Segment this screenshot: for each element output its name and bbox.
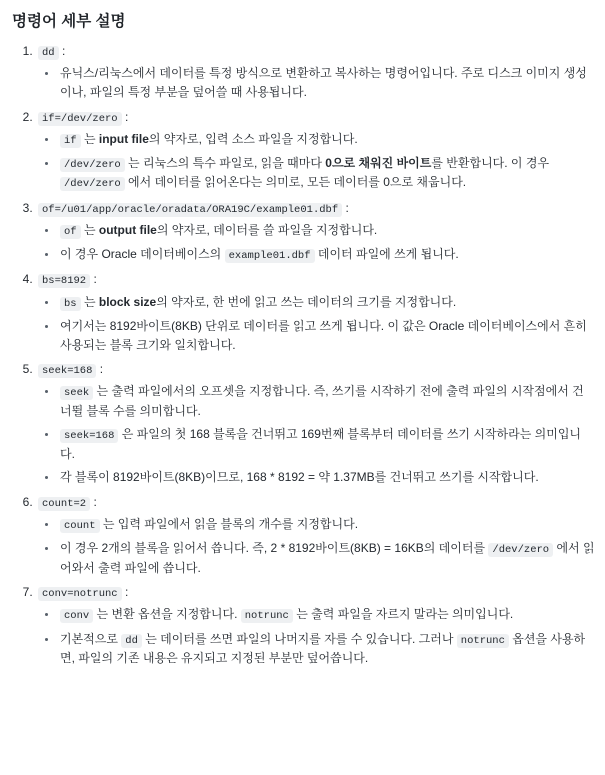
list-item <box>58 317 595 354</box>
option-heading-suffix: : <box>121 585 129 600</box>
body-text: 는 출력 파일을 자르지 말라는 의미입니다. <box>292 607 514 622</box>
option-code: bs=8192 <box>38 274 90 288</box>
page-title: 명령어 세부 설명 <box>12 13 126 30</box>
list-item <box>58 154 595 193</box>
option-code: if=/dev/zero <box>38 112 122 126</box>
inline-code: dd <box>121 634 142 648</box>
list-item <box>36 108 595 193</box>
option-detail-list <box>38 293 595 354</box>
option-detail-list <box>38 382 595 486</box>
list-item <box>58 539 595 577</box>
body-text: 는 입력 파일에서 읽을 블록의 개수를 지정합니다. <box>99 517 359 532</box>
body-text: 는 변환 옵션을 지정합니다. <box>93 607 241 622</box>
emphasis-text: output file <box>98 222 157 237</box>
inline-code: bs <box>60 297 81 311</box>
list-item <box>36 493 595 577</box>
list-item <box>36 270 595 354</box>
list-item <box>58 605 595 624</box>
list-item <box>58 425 595 463</box>
option-heading <box>38 360 595 379</box>
option-heading <box>38 583 595 602</box>
body-text: 를 반환합니다. 이 경우 <box>431 156 550 171</box>
option-heading-suffix: : <box>58 44 66 59</box>
command-options-list <box>10 42 595 667</box>
body-text: 유닉스/리눅스에서 데이터를 특정 방식으로 변환하고 복사하는 명령어입니다. 주로 디스크 이미지 생성이나, 파일의 특정 부분을 덮어쓸 때 사용됩니다. <box>60 66 587 99</box>
option-code: count=2 <box>38 497 90 511</box>
body-text: 기본적으로 <box>60 631 122 646</box>
body-text: 이 경우 Oracle 데이터베이스의 <box>60 247 225 262</box>
body-text: 데이터 파일에 쓰게 됩니다. <box>314 247 459 262</box>
option-detail-list <box>38 130 595 193</box>
option-heading <box>38 493 595 512</box>
option-detail-list <box>38 515 595 577</box>
option-heading <box>38 108 595 127</box>
list-item <box>36 583 595 667</box>
list-item <box>58 293 595 312</box>
option-detail-list <box>38 605 595 667</box>
body-text: 는 <box>80 222 99 237</box>
inline-code: count <box>60 519 100 533</box>
body-text: 의 약자로, 데이터를 쓸 파일을 지정합니다. <box>156 222 378 237</box>
body-text: 는 <box>80 294 99 309</box>
option-heading <box>38 270 595 289</box>
body-text: 는 <box>80 131 99 146</box>
option-heading-suffix: : <box>90 494 97 509</box>
body-text: 이 경우 2개의 블록을 읽어서 씁니다. 즉, 2 * 8192바이트(8KB) = 16KB의 데이터를 <box>60 541 489 556</box>
list-item <box>36 42 595 101</box>
option-heading <box>38 42 595 61</box>
option-heading-suffix: : <box>96 362 104 377</box>
body-text: 는 출력 파일에서의 오프셋을 지정합니다. 즉, 쓰기를 시작하기 전에 출력 파일의 시작점에서 건너뛸 블록 수를 의미합니다. <box>60 384 584 418</box>
inline-code: notrunc <box>241 609 293 623</box>
inline-code: /dev/zero <box>488 543 553 557</box>
option-heading <box>38 199 595 218</box>
list-item <box>36 360 595 487</box>
list-item <box>58 221 595 240</box>
inline-code: of <box>60 225 81 239</box>
list-item <box>58 245 595 264</box>
body-text: 는 리눅스의 특수 파일로, 읽을 때마다 <box>124 156 326 171</box>
option-detail-list <box>38 221 595 265</box>
option-code: dd <box>38 46 59 60</box>
option-heading-suffix: : <box>342 200 349 215</box>
option-code: seek=168 <box>38 364 96 378</box>
emphasis-text: block size <box>98 294 157 309</box>
emphasis-text: input file <box>98 131 149 146</box>
body-text: 옵션을 사용하면, 파일의 기존 내용은 유지되고 지정된 부분만 덮어씁니다. <box>60 631 586 665</box>
emphasis-text: 0으로 채워진 바이트 <box>325 156 432 171</box>
body-text: 에서 읽어와서 출력 파일에 씁니다. <box>60 541 595 575</box>
list-item <box>58 64 595 101</box>
body-text: 에서 데이터를 읽어온다는 의미로, 모든 데이터를 0으로 채웁니다. <box>124 175 467 190</box>
option-code: of=/u01/app/oracle/oradata/ORA19C/example01.dbf <box>38 203 342 217</box>
body-text: 은 파일의 첫 168 블록을 건너뛰고 169번째 블록부터 데이터를 쓰기 시작하라는 의미입니다. <box>60 427 582 461</box>
inline-code: conv <box>60 609 93 623</box>
list-item <box>58 468 595 487</box>
inline-code: /dev/zero <box>60 177 125 191</box>
inline-code: if <box>60 134 81 148</box>
body-text: 각 블록이 8192바이트(8KB)이므로, 168 * 8192 = 약 1.37MB를 건너뛰고 쓰기를 시작합니다. <box>60 470 539 485</box>
option-heading-suffix: : <box>90 272 97 287</box>
inline-code: seek <box>60 386 93 400</box>
list-item <box>58 130 595 149</box>
body-text: 의 약자로, 입력 소스 파일을 지정합니다. <box>148 131 358 146</box>
body-text: 의 약자로, 한 번에 읽고 쓰는 데이터의 크기를 지정합니다. <box>156 294 457 309</box>
option-heading-suffix: : <box>121 109 129 124</box>
list-item <box>58 515 595 534</box>
body-text: 여기서는 8192바이트(8KB) 단위로 데이터를 읽고 쓰게 됩니다. 이 값은 Oracle 데이터베이스에서 흔히 사용되는 블록 크기와 일치합니다. <box>60 318 587 352</box>
list-item <box>58 382 595 420</box>
inline-code: example01.dbf <box>225 249 315 263</box>
option-detail-list <box>38 64 595 101</box>
inline-code: /dev/zero <box>60 158 125 172</box>
list-item <box>36 199 595 265</box>
list-item <box>58 630 595 668</box>
inline-code: notrunc <box>457 634 509 648</box>
option-code: conv=notrunc <box>38 587 122 601</box>
body-text: 는 데이터를 쓰면 파일의 나머지를 자를 수 있습니다. 그러나 <box>141 631 457 646</box>
inline-code: seek=168 <box>60 429 118 443</box>
